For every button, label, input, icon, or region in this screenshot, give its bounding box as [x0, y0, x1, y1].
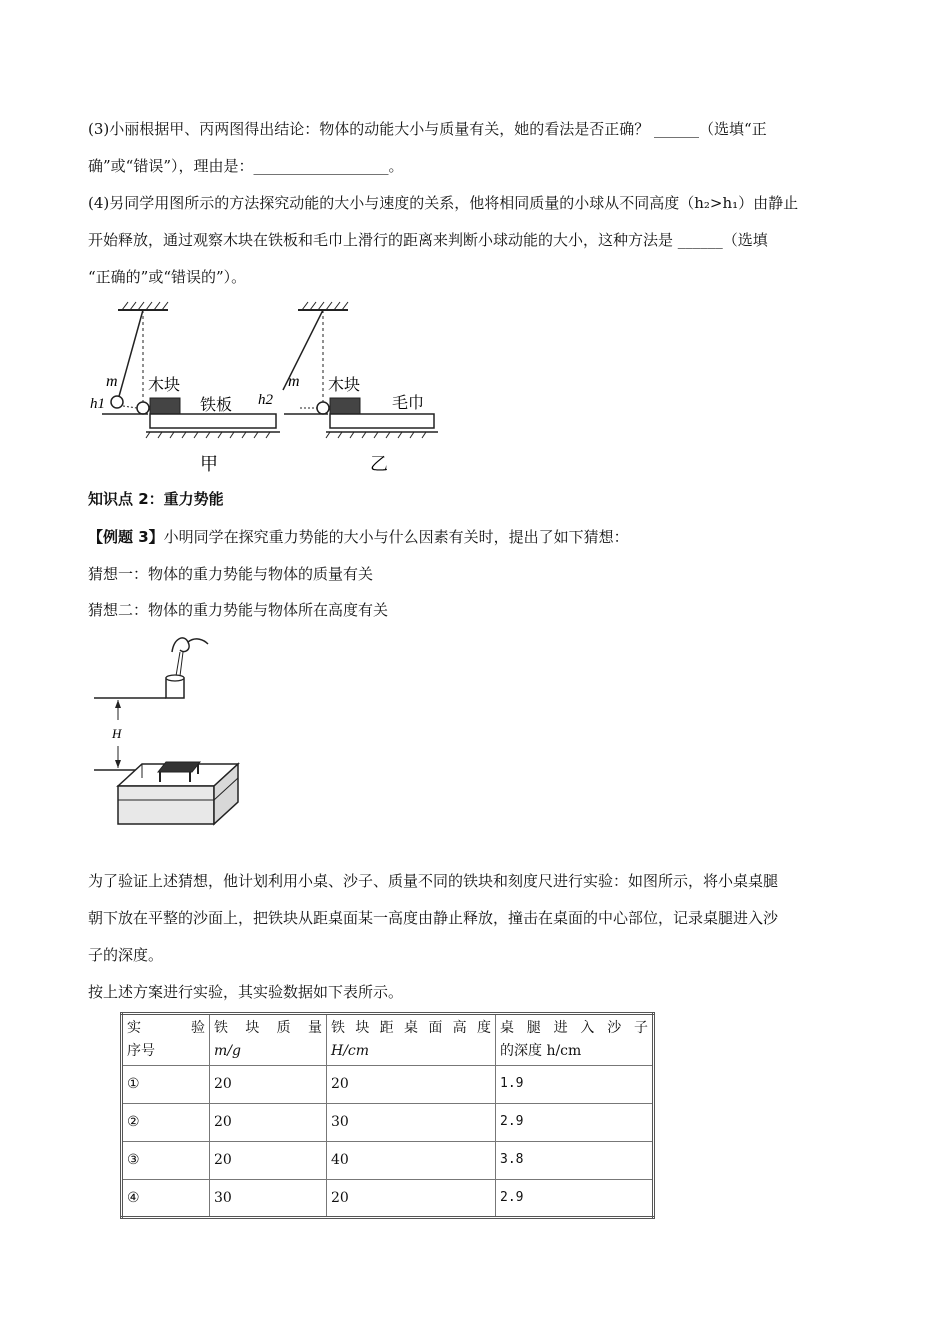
table-row — [122, 1104, 654, 1142]
caption-right: 乙 — [370, 454, 388, 475]
table-row — [122, 1142, 654, 1180]
pendulum-right — [258, 302, 438, 475]
surface-label-left: 铁板 — [200, 395, 233, 414]
block-label-right: 木块 — [328, 375, 361, 394]
pendulum-left — [90, 302, 280, 475]
mass-label-left: m — [106, 373, 118, 390]
cell-trial: ④ — [122, 1180, 210, 1218]
caption-left: 甲 — [200, 454, 218, 475]
cell-trial: ③ — [122, 1142, 210, 1180]
cell-height: 20 — [327, 1066, 496, 1104]
cell-depth: 1.9 — [496, 1066, 654, 1104]
height-label-right: h2 — [258, 392, 273, 408]
method-line4: 按上述方案进行实验，其实验数据如下表所示。 — [88, 983, 404, 1001]
table-header-row — [122, 1014, 654, 1066]
cell-trial: ② — [122, 1104, 210, 1142]
method-line3: 子的深度。 — [88, 946, 164, 964]
header-height: 铁块距桌面高度 H/cm — [327, 1014, 496, 1066]
header-mass: 铁 块 质 量 m/g — [210, 1014, 327, 1066]
cell-height: 40 — [327, 1142, 496, 1180]
cell-mass: 20 — [210, 1142, 327, 1180]
data-table — [120, 1012, 655, 1219]
q4-line2: 开始释放，通过观察木块在铁板和毛巾上滑行的距离来判断小球动能的大小，这种方法是 ______（选填 — [88, 231, 768, 249]
q3-line1: (3)小丽根据甲、丙两图得出结论：物体的动能大小与质量有关，她的看法是否正确？ ______（选填“正 — [88, 120, 767, 138]
height-label-H: H — [112, 726, 122, 741]
cell-mass: 20 — [210, 1066, 327, 1104]
guess-2: 猜想二：物体的重力势能与物体所在高度有关 — [88, 601, 389, 619]
method-line1: 为了验证上述猜想，他计划利用小桌、沙子、质量不同的铁块和刻度尺进行实验：如图所示，将小桌桌腿 — [88, 872, 779, 890]
sand-table-figure — [88, 628, 288, 828]
cell-height: 20 — [327, 1180, 496, 1218]
section-title: 知识点 2：重力势能 — [88, 490, 224, 508]
example-text: 小明同学在探究重力势能的大小与什么因素有关时，提出了如下猜想： — [163, 528, 629, 546]
header-trial: 实 验 序号 — [122, 1014, 210, 1066]
cell-height: 30 — [327, 1104, 496, 1142]
q4-line1: (4)另同学用图所示的方法探究动能的大小与速度的关系，他将相同质量的小球从不同高度（h₂>h₁）由静止 — [88, 194, 799, 212]
cell-trial: ① — [122, 1066, 210, 1104]
table-row — [122, 1180, 654, 1218]
header-depth: 桌腿进入沙子 的深度 h/cm — [496, 1014, 654, 1066]
cell-mass: 30 — [210, 1180, 327, 1218]
cell-depth: 3.8 — [496, 1142, 654, 1180]
table-row — [122, 1066, 654, 1104]
example-line — [88, 527, 629, 547]
surface-label-right: 毛巾 — [392, 393, 425, 412]
example-tag: 【例题 3】 — [88, 528, 164, 546]
guess-1: 猜想一：物体的重力势能与物体的质量有关 — [88, 565, 374, 583]
method-line2: 朝下放在平整的沙面上，把铁块从距桌面某一高度由静止释放，撞击在桌面的中心部位，记录桌腿进入沙 — [88, 909, 779, 927]
cell-mass: 20 — [210, 1104, 327, 1142]
q3-line2: 确”或“错误”），理由是：__________________。 — [88, 157, 404, 175]
cell-depth: 2.9 — [496, 1180, 654, 1218]
q4-line3: “正确的”或“错误的”）。 — [88, 268, 247, 286]
pendulum-figure — [88, 298, 448, 478]
cell-depth: 2.9 — [496, 1104, 654, 1142]
block-label-left: 木块 — [148, 375, 181, 394]
height-label-left: h1 — [90, 396, 105, 412]
mass-label-right: m — [288, 373, 300, 390]
